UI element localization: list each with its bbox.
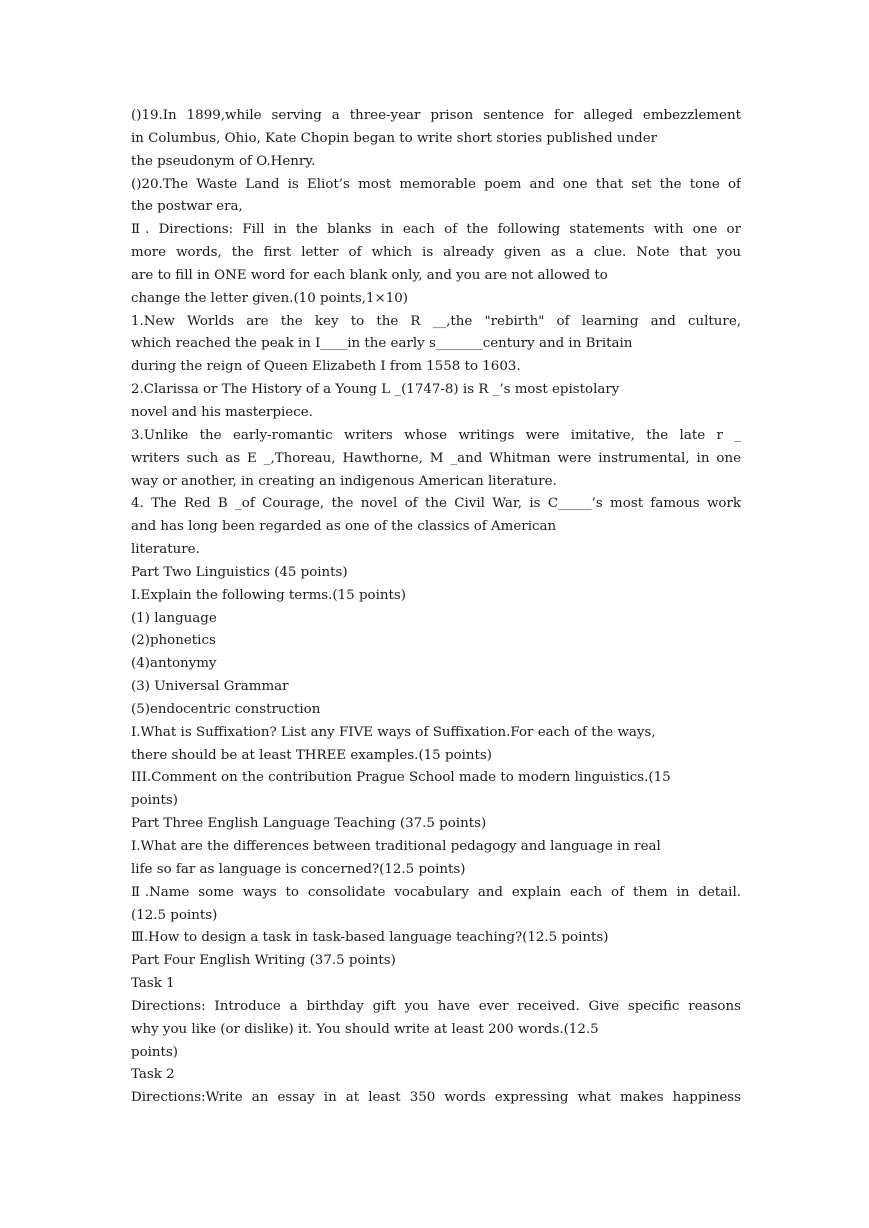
text-line: 4. The Red B _of Courage, the novel of the Civil War, is C_____’s most famous work	[131, 496, 741, 512]
text-line: Ⅱ. Directions: Fill in the blanks in each of the following statements with one or	[131, 222, 741, 238]
text-line: Part Four English Writing (37.5 points)	[131, 953, 396, 969]
text-line: 1.New Worlds are the key to the R __,the "rebirth" of learning and culture,	[131, 313, 741, 329]
text-line: (12.5 points)	[131, 907, 218, 923]
text-line: Part Three English Language Teaching (37.5 points)	[131, 816, 487, 832]
text-line: which reached the peak in I____in the early s_______century and in Britain	[131, 336, 633, 352]
text-line: Task 2	[131, 1067, 175, 1083]
text-line: the postwar era,	[131, 199, 243, 215]
text-line: Directions: Introduce a birthday gift you have ever received. Give specific reasons	[131, 998, 741, 1014]
text-line: I.What is Suffixation? List any FIVE ways of Suffixation.For each of the ways,	[131, 724, 656, 740]
text-line: change the letter given.(10 points,1×10)	[131, 290, 409, 306]
text-line: points)	[131, 793, 179, 809]
text-line: I.Explain the following terms.(15 points)	[131, 587, 406, 603]
text-line: points)	[131, 1044, 179, 1060]
text-line: Directions:Write an essay in at least 350 words expressing what makes happiness	[131, 1090, 741, 1106]
text-line: novel and his masterpiece.	[131, 404, 313, 420]
text-line: Ⅱ.Name some ways to consolidate vocabulary and explain each of them in detail.	[131, 884, 741, 900]
text-line: (2)phonetics	[131, 633, 216, 649]
text-line: in Columbus, Ohio, Kate Chopin began to write short stories published under	[131, 130, 658, 146]
text-line: are to fill in ONE word for each blank only, and you are not allowed to	[131, 267, 608, 283]
text-line: ()19.In 1899,while serving a three-year prison sentence for alleged embezzlement	[131, 108, 741, 123]
text-line: (4)antonymy	[131, 656, 217, 672]
text-line: III.Comment on the contribution Prague School made to modern linguistics.(15	[131, 770, 671, 786]
text-line: 2.Clarissa or The History of a Young L _(1747-8) is R _’s most epistolary	[131, 382, 620, 398]
document-page	[131, 105, 741, 1110]
text-line: literature.	[131, 542, 200, 558]
text-line: the pseudonym of O.Henry.	[131, 153, 316, 169]
text-line: (5)endocentric construction	[131, 701, 321, 717]
text-line: (3) Universal Grammar	[131, 679, 289, 695]
text-line: Ⅲ.How to design a task in task-based language teaching?(12.5 points)	[131, 930, 609, 946]
text-line: life so far as language is concerned?(12.5 points)	[131, 861, 466, 877]
text-line: Part Two Linguistics (45 points)	[131, 564, 348, 580]
text-line: there should be at least THREE examples.(15 points)	[131, 747, 492, 763]
text-line: more words, the first letter of which is already given as a clue. Note that you	[131, 245, 741, 261]
text-line: during the reign of Queen Elizabeth I from 1558 to 1603.	[131, 359, 521, 375]
text-line: and has long been regarded as one of the classics of American	[131, 519, 557, 535]
text-line: why you like (or dislike) it. You should write at least 200 words.(12.5	[131, 1021, 599, 1037]
text-line: Task 1	[131, 976, 175, 992]
text-line: 3.Unlike the early-romantic writers whose writings were imitative, the late r _	[131, 427, 741, 443]
text-line: way or another, in creating an indigenous American literature.	[131, 473, 557, 489]
text-line: writers such as E _,Thoreau, Hawthorne, M _and Whitman were instrumental, in one	[131, 450, 741, 466]
text-line: I.What are the differences between traditional pedagogy and language in real	[131, 839, 661, 854]
text-line: (1) language	[131, 610, 217, 626]
text-line: ()20.The Waste Land is Eliot’s most memorable poem and one that set the tone of	[131, 176, 741, 192]
